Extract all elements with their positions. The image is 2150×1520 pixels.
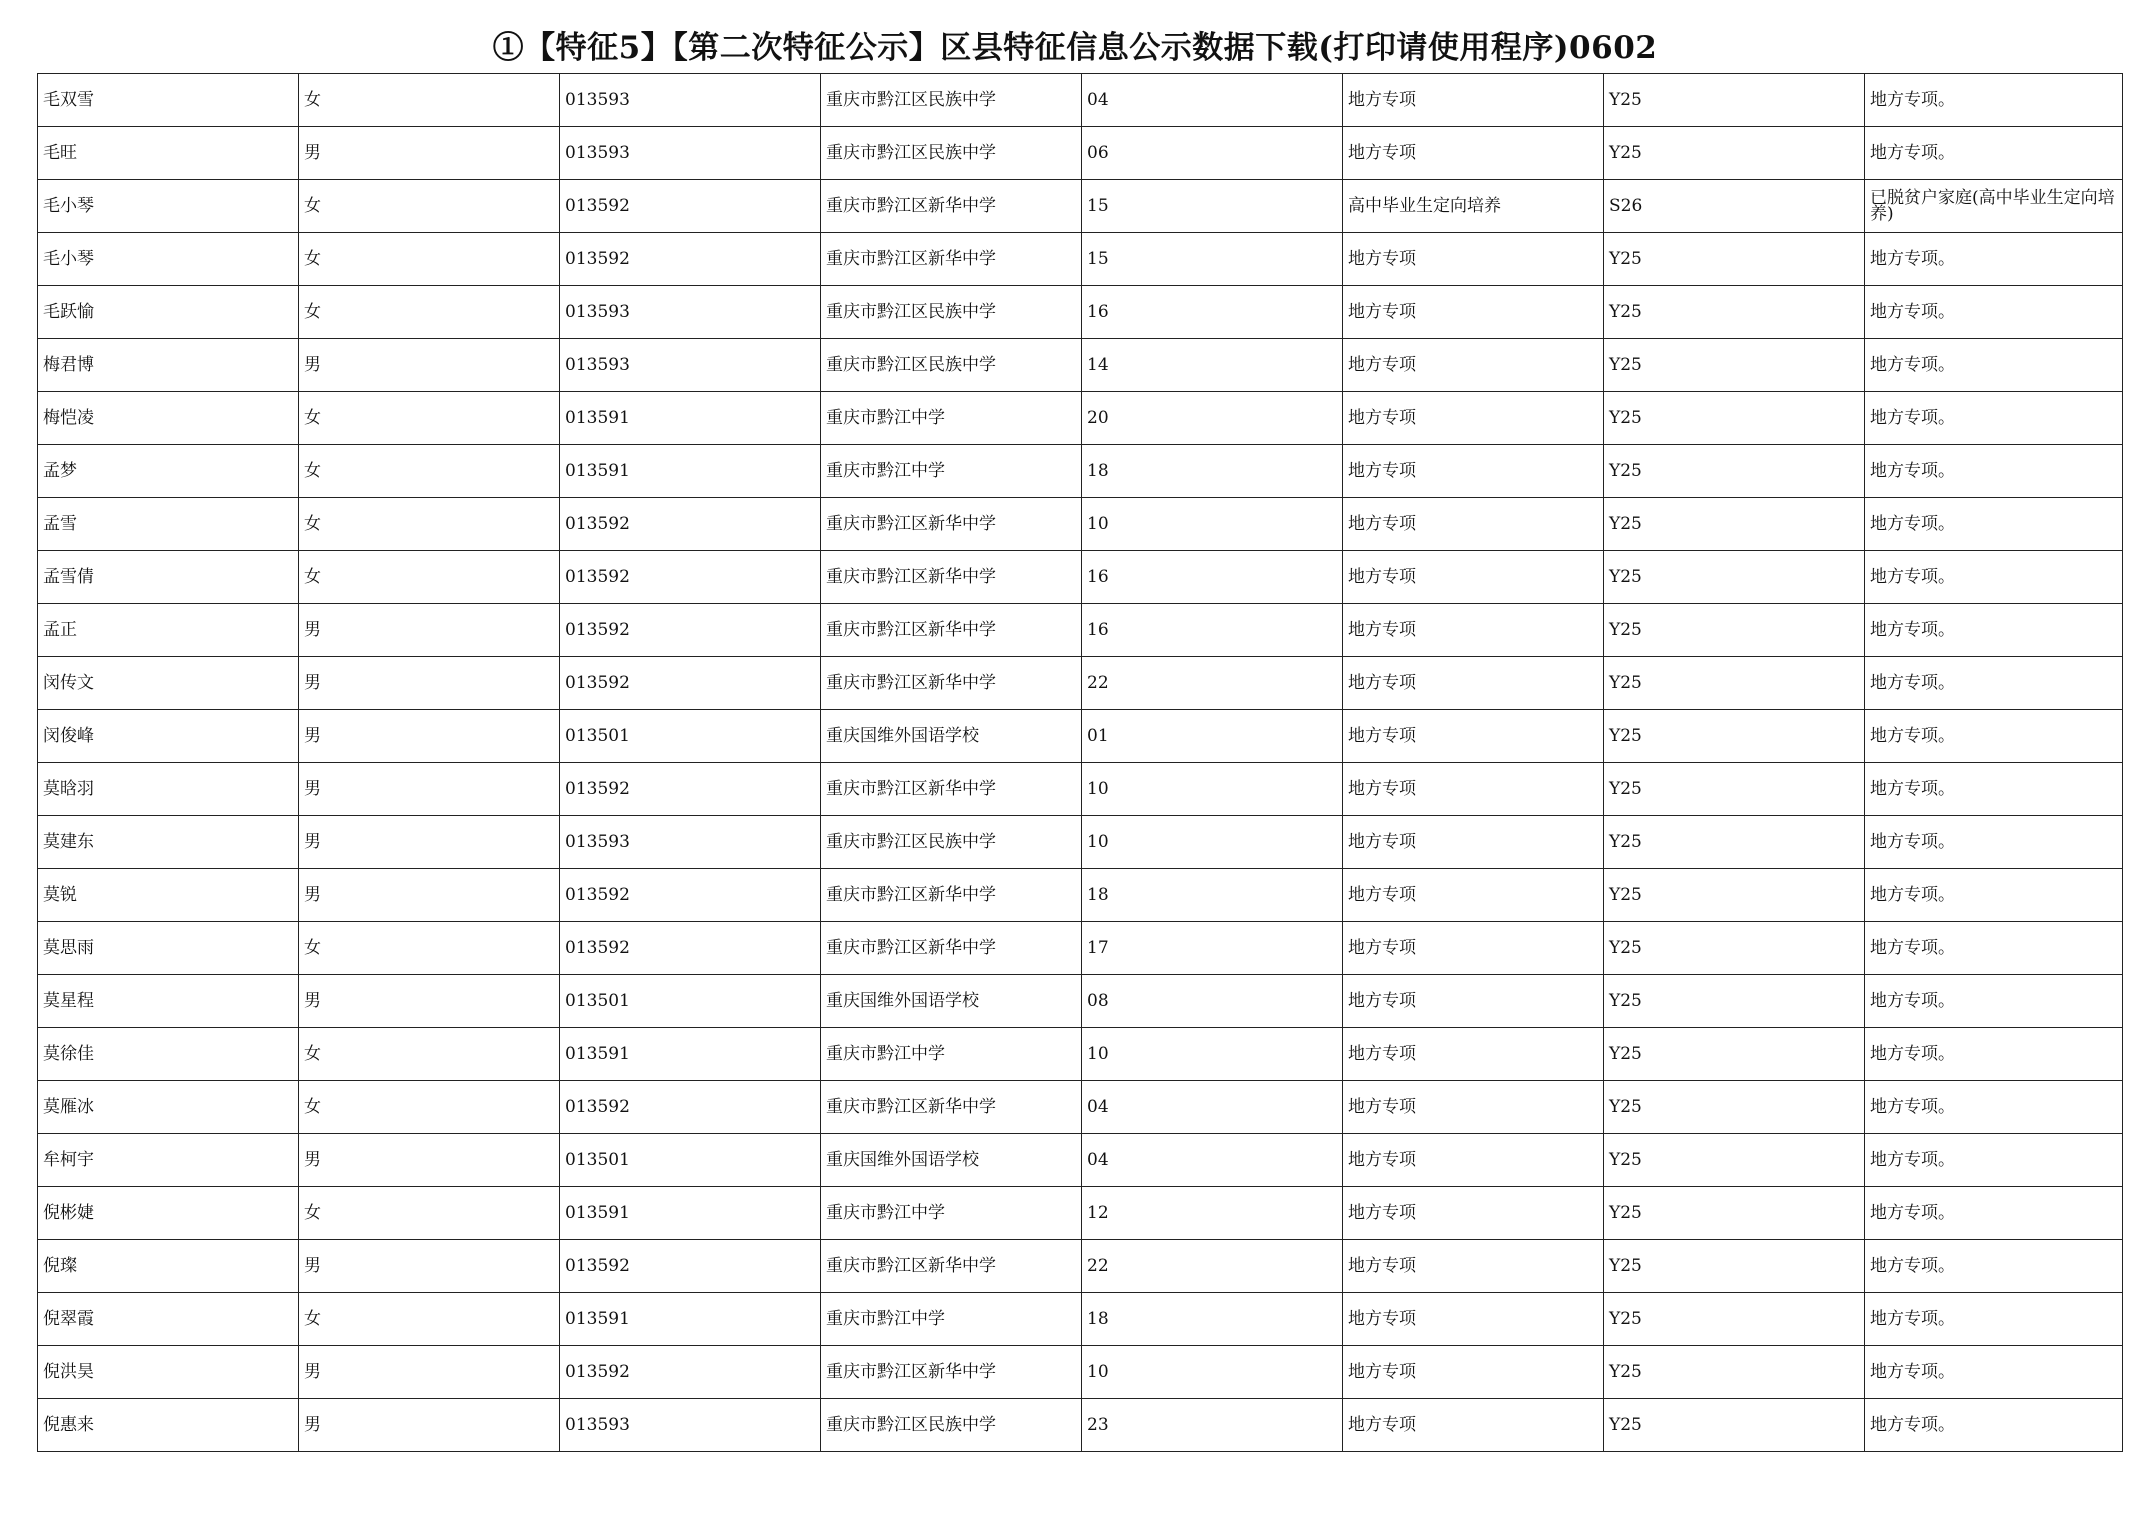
gender-cell: 男: [299, 816, 560, 869]
name-cell: 毛跃愉: [38, 286, 299, 339]
school-name-cell: 重庆市黔江区新华中学: [821, 1346, 1082, 1399]
school-code-cell: 013591: [560, 1293, 821, 1346]
gender-cell: 男: [299, 975, 560, 1028]
class-cell: 01: [1082, 710, 1343, 763]
code-cell: Y25: [1604, 74, 1865, 127]
category-cell: 地方专项: [1343, 445, 1604, 498]
school-name-cell: 重庆市黔江区新华中学: [821, 1240, 1082, 1293]
code-cell: Y25: [1604, 1399, 1865, 1452]
table-row: [38, 339, 2123, 392]
school-code-cell: 013501: [560, 710, 821, 763]
category-cell: 地方专项: [1343, 1081, 1604, 1134]
class-cell: 22: [1082, 657, 1343, 710]
class-cell: 16: [1082, 551, 1343, 604]
code-cell: Y25: [1604, 710, 1865, 763]
table-row: [38, 1081, 2123, 1134]
table-row: [38, 657, 2123, 710]
code-cell: Y25: [1604, 233, 1865, 286]
class-cell: 18: [1082, 869, 1343, 922]
class-cell: 17: [1082, 922, 1343, 975]
gender-cell: 女: [299, 233, 560, 286]
remark-cell: 地方专项。: [1865, 1187, 2123, 1240]
school-name-cell: 重庆市黔江区新华中学: [821, 1081, 1082, 1134]
gender-cell: 女: [299, 1028, 560, 1081]
remark-cell: 地方专项。: [1865, 975, 2123, 1028]
school-code-cell: 013593: [560, 127, 821, 180]
school-name-cell: 重庆市黔江区新华中学: [821, 233, 1082, 286]
school-name-cell: 重庆市黔江区民族中学: [821, 1399, 1082, 1452]
remark-cell: 地方专项。: [1865, 1240, 2123, 1293]
class-cell: 04: [1082, 74, 1343, 127]
name-cell: 闵传文: [38, 657, 299, 710]
category-cell: 地方专项: [1343, 392, 1604, 445]
gender-cell: 男: [299, 657, 560, 710]
name-cell: 倪璨: [38, 1240, 299, 1293]
school-code-cell: 013593: [560, 286, 821, 339]
table-row: [38, 127, 2123, 180]
category-cell: 地方专项: [1343, 286, 1604, 339]
document-title: ①【特征5】【第二次特征公示】区县特征信息公示数据下载(打印请使用程序)0602: [492, 30, 1658, 66]
table-row: [38, 869, 2123, 922]
school-code-cell: 013592: [560, 551, 821, 604]
name-cell: 梅恺凌: [38, 392, 299, 445]
school-code-cell: 013501: [560, 1134, 821, 1187]
remark-cell: 地方专项。: [1865, 127, 2123, 180]
class-cell: 16: [1082, 604, 1343, 657]
code-cell: S26: [1604, 180, 1865, 233]
name-cell: 莫雁冰: [38, 1081, 299, 1134]
data-table: [37, 73, 2123, 1452]
class-cell: 12: [1082, 1187, 1343, 1240]
table-row: [38, 922, 2123, 975]
name-cell: 毛双雪: [38, 74, 299, 127]
school-name-cell: 重庆市黔江中学: [821, 445, 1082, 498]
table-row: [38, 180, 2123, 233]
class-cell: 04: [1082, 1134, 1343, 1187]
school-name-cell: 重庆国维外国语学校: [821, 1134, 1082, 1187]
code-cell: Y25: [1604, 498, 1865, 551]
remark-cell: 地方专项。: [1865, 445, 2123, 498]
table-row: [38, 1240, 2123, 1293]
school-name-cell: 重庆市黔江区民族中学: [821, 339, 1082, 392]
school-name-cell: 重庆市黔江区民族中学: [821, 127, 1082, 180]
gender-cell: 男: [299, 127, 560, 180]
category-cell: 地方专项: [1343, 1293, 1604, 1346]
code-cell: Y25: [1604, 657, 1865, 710]
school-code-cell: 013591: [560, 445, 821, 498]
table-row: [38, 1346, 2123, 1399]
category-cell: 地方专项: [1343, 74, 1604, 127]
category-cell: 高中毕业生定向培养: [1343, 180, 1604, 233]
school-code-cell: 013592: [560, 763, 821, 816]
school-name-cell: 重庆市黔江中学: [821, 392, 1082, 445]
remark-cell: 地方专项。: [1865, 604, 2123, 657]
code-cell: Y25: [1604, 1240, 1865, 1293]
remark-cell: 地方专项。: [1865, 922, 2123, 975]
table-row: [38, 233, 2123, 286]
school-name-cell: 重庆市黔江区新华中学: [821, 551, 1082, 604]
school-name-cell: 重庆市黔江区新华中学: [821, 657, 1082, 710]
code-cell: Y25: [1604, 1081, 1865, 1134]
table-body: [38, 74, 2123, 1452]
remark-cell: 地方专项。: [1865, 1081, 2123, 1134]
category-cell: 地方专项: [1343, 710, 1604, 763]
class-cell: 18: [1082, 1293, 1343, 1346]
gender-cell: 女: [299, 286, 560, 339]
remark-cell: 地方专项。: [1865, 816, 2123, 869]
school-code-cell: 013593: [560, 339, 821, 392]
gender-cell: 女: [299, 180, 560, 233]
name-cell: 闵俊峰: [38, 710, 299, 763]
name-cell: 莫星程: [38, 975, 299, 1028]
class-cell: 10: [1082, 1028, 1343, 1081]
remark-cell: 地方专项。: [1865, 392, 2123, 445]
category-cell: 地方专项: [1343, 604, 1604, 657]
table-row: [38, 763, 2123, 816]
table-row: [38, 445, 2123, 498]
class-cell: 15: [1082, 180, 1343, 233]
remark-cell: 地方专项。: [1865, 1346, 2123, 1399]
table-row: [38, 74, 2123, 127]
remark-cell: 地方专项。: [1865, 1399, 2123, 1452]
class-cell: 23: [1082, 1399, 1343, 1452]
name-cell: 莫徐佳: [38, 1028, 299, 1081]
gender-cell: 男: [299, 1134, 560, 1187]
name-cell: 孟梦: [38, 445, 299, 498]
category-cell: 地方专项: [1343, 816, 1604, 869]
table-row: [38, 975, 2123, 1028]
table-row: [38, 392, 2123, 445]
school-code-cell: 013591: [560, 1028, 821, 1081]
gender-cell: 男: [299, 1346, 560, 1399]
school-code-cell: 013591: [560, 392, 821, 445]
code-cell: Y25: [1604, 445, 1865, 498]
remark-cell: 地方专项。: [1865, 763, 2123, 816]
school-name-cell: 重庆市黔江区新华中学: [821, 180, 1082, 233]
gender-cell: 男: [299, 869, 560, 922]
remark-cell: 已脱贫户家庭(高中毕业生定向培养): [1865, 180, 2123, 233]
table-row: [38, 1187, 2123, 1240]
category-cell: 地方专项: [1343, 339, 1604, 392]
category-cell: 地方专项: [1343, 1134, 1604, 1187]
remark-cell: 地方专项。: [1865, 74, 2123, 127]
code-cell: Y25: [1604, 339, 1865, 392]
school-name-cell: 重庆市黔江区民族中学: [821, 816, 1082, 869]
remark-cell: 地方专项。: [1865, 710, 2123, 763]
gender-cell: 男: [299, 339, 560, 392]
class-cell: 10: [1082, 816, 1343, 869]
name-cell: 倪翠霞: [38, 1293, 299, 1346]
table-row: [38, 1399, 2123, 1452]
gender-cell: 男: [299, 1240, 560, 1293]
name-cell: 莫建东: [38, 816, 299, 869]
school-code-cell: 013593: [560, 1399, 821, 1452]
table-row: [38, 1134, 2123, 1187]
code-cell: Y25: [1604, 1346, 1865, 1399]
remark-cell: 地方专项。: [1865, 233, 2123, 286]
code-cell: Y25: [1604, 1293, 1865, 1346]
code-cell: Y25: [1604, 551, 1865, 604]
school-code-cell: 013592: [560, 657, 821, 710]
code-cell: Y25: [1604, 1134, 1865, 1187]
school-code-cell: 013592: [560, 1240, 821, 1293]
table-row: [38, 498, 2123, 551]
school-name-cell: 重庆市黔江中学: [821, 1293, 1082, 1346]
gender-cell: 男: [299, 604, 560, 657]
school-name-cell: 重庆市黔江区新华中学: [821, 498, 1082, 551]
code-cell: Y25: [1604, 869, 1865, 922]
class-cell: 10: [1082, 498, 1343, 551]
school-name-cell: 重庆市黔江区新华中学: [821, 763, 1082, 816]
school-name-cell: 重庆市黔江中学: [821, 1028, 1082, 1081]
category-cell: 地方专项: [1343, 1346, 1604, 1399]
gender-cell: 女: [299, 392, 560, 445]
table-row: [38, 551, 2123, 604]
remark-cell: 地方专项。: [1865, 339, 2123, 392]
table-row: [38, 710, 2123, 763]
school-name-cell: 重庆市黔江区新华中学: [821, 922, 1082, 975]
gender-cell: 女: [299, 498, 560, 551]
school-name-cell: 重庆市黔江区新华中学: [821, 869, 1082, 922]
category-cell: 地方专项: [1343, 233, 1604, 286]
table-row: [38, 1293, 2123, 1346]
name-cell: 莫锐: [38, 869, 299, 922]
gender-cell: 男: [299, 763, 560, 816]
school-code-cell: 013501: [560, 975, 821, 1028]
class-cell: 14: [1082, 339, 1343, 392]
remark-cell: 地方专项。: [1865, 869, 2123, 922]
school-code-cell: 013592: [560, 498, 821, 551]
table-row: [38, 816, 2123, 869]
category-cell: 地方专项: [1343, 498, 1604, 551]
table-row: [38, 1028, 2123, 1081]
category-cell: 地方专项: [1343, 657, 1604, 710]
name-cell: 孟正: [38, 604, 299, 657]
code-cell: Y25: [1604, 975, 1865, 1028]
gender-cell: 男: [299, 1399, 560, 1452]
code-cell: Y25: [1604, 392, 1865, 445]
gender-cell: 女: [299, 1293, 560, 1346]
code-cell: Y25: [1604, 816, 1865, 869]
category-cell: 地方专项: [1343, 869, 1604, 922]
name-cell: 莫晗羽: [38, 763, 299, 816]
class-cell: 20: [1082, 392, 1343, 445]
remark-cell: 地方专项。: [1865, 1293, 2123, 1346]
gender-cell: 女: [299, 1081, 560, 1134]
category-cell: 地方专项: [1343, 922, 1604, 975]
category-cell: 地方专项: [1343, 975, 1604, 1028]
table-row: [38, 286, 2123, 339]
class-cell: 06: [1082, 127, 1343, 180]
school-code-cell: 013592: [560, 1346, 821, 1399]
remark-cell: 地方专项。: [1865, 657, 2123, 710]
table-row: [38, 604, 2123, 657]
remark-cell: 地方专项。: [1865, 1028, 2123, 1081]
school-code-cell: 013592: [560, 1081, 821, 1134]
code-cell: Y25: [1604, 127, 1865, 180]
class-cell: 08: [1082, 975, 1343, 1028]
gender-cell: 女: [299, 74, 560, 127]
school-code-cell: 013592: [560, 233, 821, 286]
school-code-cell: 013592: [560, 604, 821, 657]
category-cell: 地方专项: [1343, 1240, 1604, 1293]
school-code-cell: 013591: [560, 1187, 821, 1240]
name-cell: 孟雪倩: [38, 551, 299, 604]
name-cell: 毛小琴: [38, 180, 299, 233]
school-code-cell: 013593: [560, 816, 821, 869]
school-name-cell: 重庆市黔江区民族中学: [821, 74, 1082, 127]
category-cell: 地方专项: [1343, 551, 1604, 604]
school-name-cell: 重庆国维外国语学校: [821, 975, 1082, 1028]
name-cell: 倪彬婕: [38, 1187, 299, 1240]
name-cell: 梅君博: [38, 339, 299, 392]
remark-cell: 地方专项。: [1865, 1134, 2123, 1187]
gender-cell: 女: [299, 1187, 560, 1240]
name-cell: 牟柯宇: [38, 1134, 299, 1187]
school-name-cell: 重庆国维外国语学校: [821, 710, 1082, 763]
name-cell: 倪惠来: [38, 1399, 299, 1452]
class-cell: 15: [1082, 233, 1343, 286]
school-code-cell: 013592: [560, 922, 821, 975]
category-cell: 地方专项: [1343, 763, 1604, 816]
school-name-cell: 重庆市黔江区新华中学: [821, 604, 1082, 657]
remark-cell: 地方专项。: [1865, 498, 2123, 551]
school-code-cell: 013592: [560, 869, 821, 922]
class-cell: 10: [1082, 763, 1343, 816]
remark-cell: 地方专项。: [1865, 551, 2123, 604]
category-cell: 地方专项: [1343, 1187, 1604, 1240]
name-cell: 倪洪昊: [38, 1346, 299, 1399]
gender-cell: 女: [299, 551, 560, 604]
code-cell: Y25: [1604, 604, 1865, 657]
name-cell: 毛旺: [38, 127, 299, 180]
class-cell: 18: [1082, 445, 1343, 498]
school-name-cell: 重庆市黔江中学: [821, 1187, 1082, 1240]
code-cell: Y25: [1604, 1187, 1865, 1240]
name-cell: 莫思雨: [38, 922, 299, 975]
code-cell: Y25: [1604, 763, 1865, 816]
school-code-cell: 013592: [560, 180, 821, 233]
school-code-cell: 013593: [560, 74, 821, 127]
code-cell: Y25: [1604, 1028, 1865, 1081]
class-cell: 10: [1082, 1346, 1343, 1399]
class-cell: 16: [1082, 286, 1343, 339]
gender-cell: 男: [299, 710, 560, 763]
class-cell: 22: [1082, 1240, 1343, 1293]
gender-cell: 女: [299, 445, 560, 498]
category-cell: 地方专项: [1343, 127, 1604, 180]
class-cell: 04: [1082, 1081, 1343, 1134]
code-cell: Y25: [1604, 286, 1865, 339]
category-cell: 地方专项: [1343, 1028, 1604, 1081]
remark-cell: 地方专项。: [1865, 286, 2123, 339]
school-name-cell: 重庆市黔江区民族中学: [821, 286, 1082, 339]
category-cell: 地方专项: [1343, 1399, 1604, 1452]
gender-cell: 女: [299, 922, 560, 975]
name-cell: 孟雪: [38, 498, 299, 551]
name-cell: 毛小琴: [38, 233, 299, 286]
code-cell: Y25: [1604, 922, 1865, 975]
